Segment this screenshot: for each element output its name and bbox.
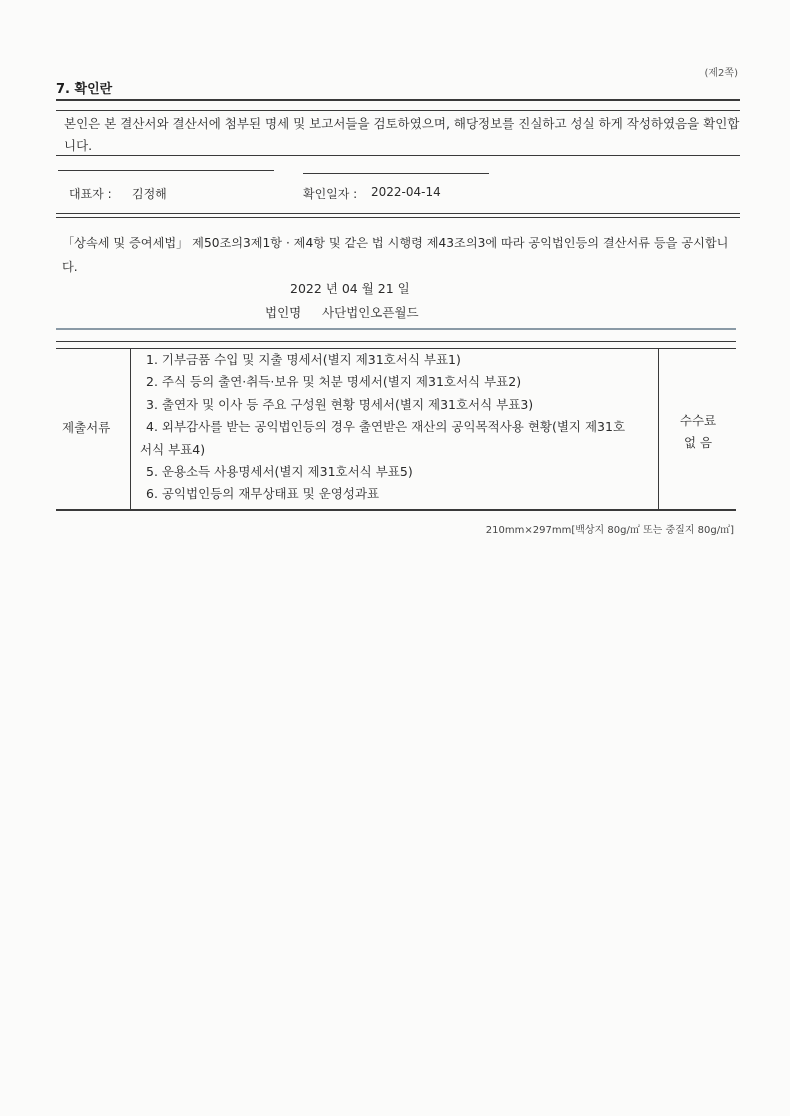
top-rule: [56, 99, 740, 101]
document-item: 4. 외부감사를 받는 공익법인등의 경우 출연받은 재산의 공익목적사용 현황(별지 제31호: [146, 419, 626, 435]
confirmation-text: 본인은 본 결산서와 결산서에 첨부된 명세 및 보고서들을 검토하였으며, 해당정보를 진실하고 성실 하게 작성하였음을 확인합니다.: [64, 116, 740, 153]
submitted-documents-label: 제출서류: [62, 420, 111, 435]
document-item: 6. 공익법인등의 재무상태표 및 운영성과표: [146, 486, 380, 502]
representative-name: 김정해: [132, 187, 167, 201]
signature-line-right: [303, 173, 489, 174]
document-item: 3. 출연자 및 이사 등 주요 구성원 현황 명세서(별지 제31호서식 부표3): [146, 396, 534, 412]
signature-bottom-rule-1: [56, 213, 740, 214]
document-item: 1. 기부금품 수입 및 지출 명세서(별지 제31호서식 부표1): [146, 352, 461, 367]
publication-bottom-rule: [56, 328, 736, 330]
page-number-label: (제2쪽): [704, 68, 738, 79]
law-statement: 「상속세 및 증여세법」 제50조의3제1항 · 제4항 및 같은 법 시행령 제43조의3에 따라 공익법인등의 결산서류 등을 공시합니다.: [62, 236, 729, 274]
section-title: 7. 확인란: [56, 82, 113, 97]
table-top-rule-1: [56, 341, 736, 342]
signature-line-left: [58, 170, 274, 171]
document-list: [140, 349, 660, 506]
confirm-date-label: 확인일자 :: [303, 187, 358, 201]
fee-label: 수수료: [679, 413, 717, 428]
document-item: 5. 운용소득 사용명세서(별지 제31호서식 부표5): [146, 464, 413, 480]
representative-label: 대표자 :: [69, 187, 112, 201]
corporation-name-label: 법인명: [265, 305, 302, 320]
fee-cell: [660, 410, 736, 454]
signature-bottom-rule-2: [56, 217, 740, 218]
paper-spec-footnote: 210mm×297mm[백상지 80g/㎡ 또는 중질지 80g/㎡]: [485, 525, 734, 536]
table-bottom-rule: [56, 509, 736, 511]
confirmation-bottom-rule: [56, 155, 740, 156]
fee-value: 없 음: [683, 435, 713, 450]
section-rule: [56, 110, 740, 111]
corporation-name: 사단법인오픈월드: [322, 305, 419, 320]
confirm-date-value: 2022-04-14: [371, 185, 441, 199]
table-col-divider-left: [130, 348, 131, 510]
document-item: 2. 주식 등의 출연·취득·보유 및 처분 명세서(별지 제31호서식 부표2): [146, 374, 522, 390]
document-item: 서식 부표4): [140, 441, 206, 457]
publication-date: 2022 년 04 월 21 일: [290, 281, 410, 296]
